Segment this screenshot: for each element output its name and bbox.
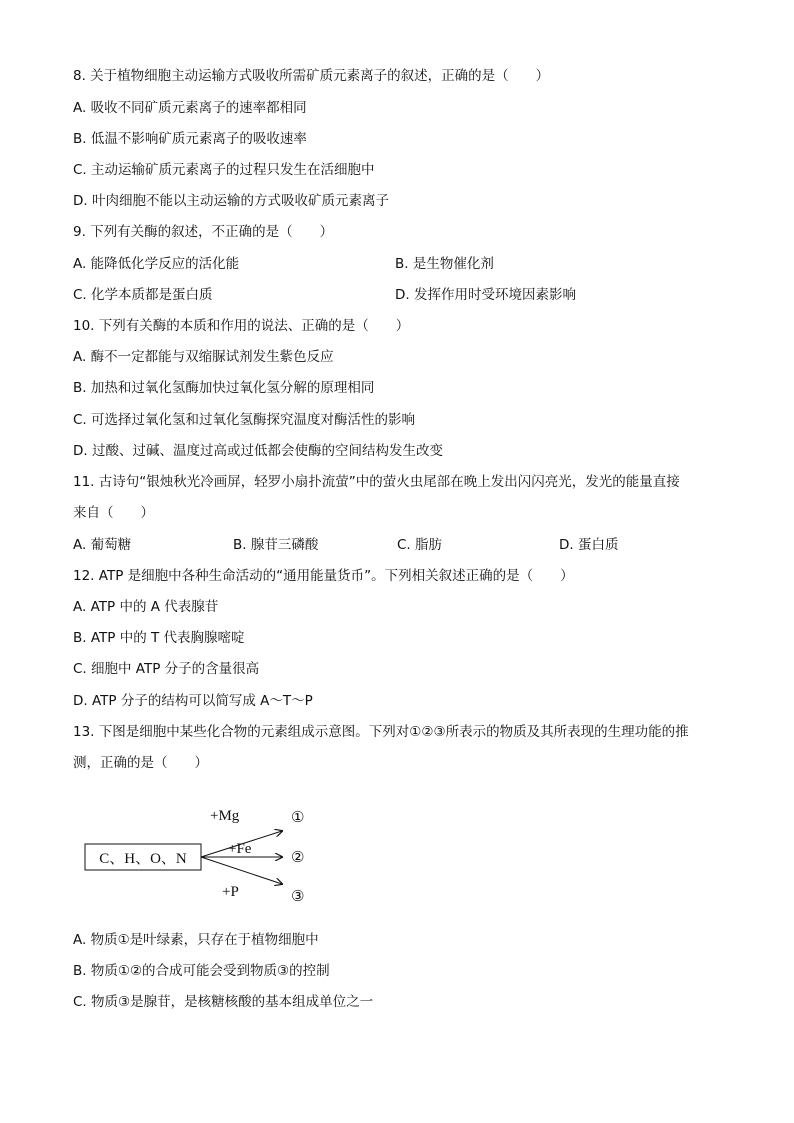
question-13-stem-line-2: 测，正确的是（ ）	[73, 755, 208, 771]
compound-2-marker: ②	[291, 848, 305, 866]
question-11-option-d: D. 蛋白质	[559, 537, 619, 553]
question-12-option-c: C. 细胞中 ATP 分子的含量很高	[73, 661, 260, 677]
question-13-option-c: C. 物质③是腺苷，是核糖核酸的基本组成单位之一	[73, 994, 374, 1010]
question-11-option-b: B. 腺苷三磷酸	[233, 537, 319, 553]
arrow-label-mg: +Mg	[210, 808, 240, 824]
question-9-stem: 9. 下列有关酶的叙述，不正确的是（ ）	[73, 224, 334, 240]
arrow-to-compound-3	[201, 857, 282, 884]
question-8-stem: 8. 关于植物细胞主动运输方式吸收所需矿质元素离子的叙述，正确的是（ ）	[73, 68, 550, 84]
question-8-option-b: B. 低温不影响矿质元素离子的吸收速率	[73, 131, 307, 147]
compound-3-marker: ③	[291, 887, 305, 905]
question-11-option-c: C. 脂肪	[397, 537, 443, 553]
question-10-option-a: A. 酶不一定都能与双缩脲试剂发生紫色反应	[73, 349, 334, 365]
question-13-option-b: B. 物质①②的合成可能会受到物质③的控制	[73, 963, 330, 979]
question-8-option-a: A. 吸收不同矿质元素离子的速率都相同	[73, 100, 307, 116]
question-13-stem-line-1: 13. 下图是细胞中某些化合物的元素组成示意图。下列对①②③所表示的物质及其所表现的生理功能的推	[73, 724, 689, 740]
question-11-stem-line-2: 来自（ ）	[73, 505, 154, 521]
arrow-label-fe: +Fe	[228, 841, 252, 857]
question-12-option-b: B. ATP 中的 T 代表胸腺嘧啶	[73, 630, 245, 646]
question-10-stem: 10. 下列有关酶的本质和作用的说法、正确的是（ ）	[73, 318, 410, 334]
question-12-option-a: A. ATP 中的 A 代表腺苷	[73, 599, 219, 615]
question-8-option-c: C. 主动运输矿质元素离子的过程只发生在活细胞中	[73, 162, 375, 178]
element-box-label: C、H、O、N	[99, 851, 187, 867]
question-9-option-c: C. 化学本质都是蛋白质	[73, 287, 213, 303]
question-12-stem: 12. ATP 是细胞中各种生命活动的“通用能量货币”。下列相关叙述正确的是（ ）	[73, 568, 574, 584]
question-8-option-d: D. 叶肉细胞不能以主动运输的方式吸收矿质元素离子	[73, 193, 389, 209]
arrow-label-p: +P	[222, 884, 239, 900]
question-10-option-b: B. 加热和过氧化氢酶加快过氧化氢分解的原理相同	[73, 380, 375, 396]
question-9-option-d: D. 发挥作用时受环境因素影响	[395, 287, 576, 303]
question-9-option-a: A. 能降低化学反应的活化能	[73, 256, 240, 272]
element-composition-diagram	[80, 800, 340, 910]
question-9-option-b: B. 是生物催化剂	[395, 256, 494, 272]
compound-1-marker: ①	[291, 808, 305, 826]
question-11-option-a: A. 葡萄糖	[73, 537, 132, 553]
question-13-option-a: A. 物质①是叶绿素，只存在于植物细胞中	[73, 932, 319, 948]
question-10-option-d: D. 过酸、过碱、温度过高或过低都会使酶的空间结构发生改变	[73, 443, 443, 459]
question-12-option-d: D. ATP 分子的结构可以简写成 A～T～P	[73, 693, 313, 709]
question-11-stem-line-1: 11. 古诗句“银烛秋光冷画屏，轻罗小扇扑流萤”中的萤火虫尾部在晚上发出闪闪亮光，发光的能量直接	[73, 474, 680, 490]
question-10-option-c: C. 可选择过氧化氢和过氧化氢酶探究温度对酶活性的影响	[73, 412, 416, 428]
